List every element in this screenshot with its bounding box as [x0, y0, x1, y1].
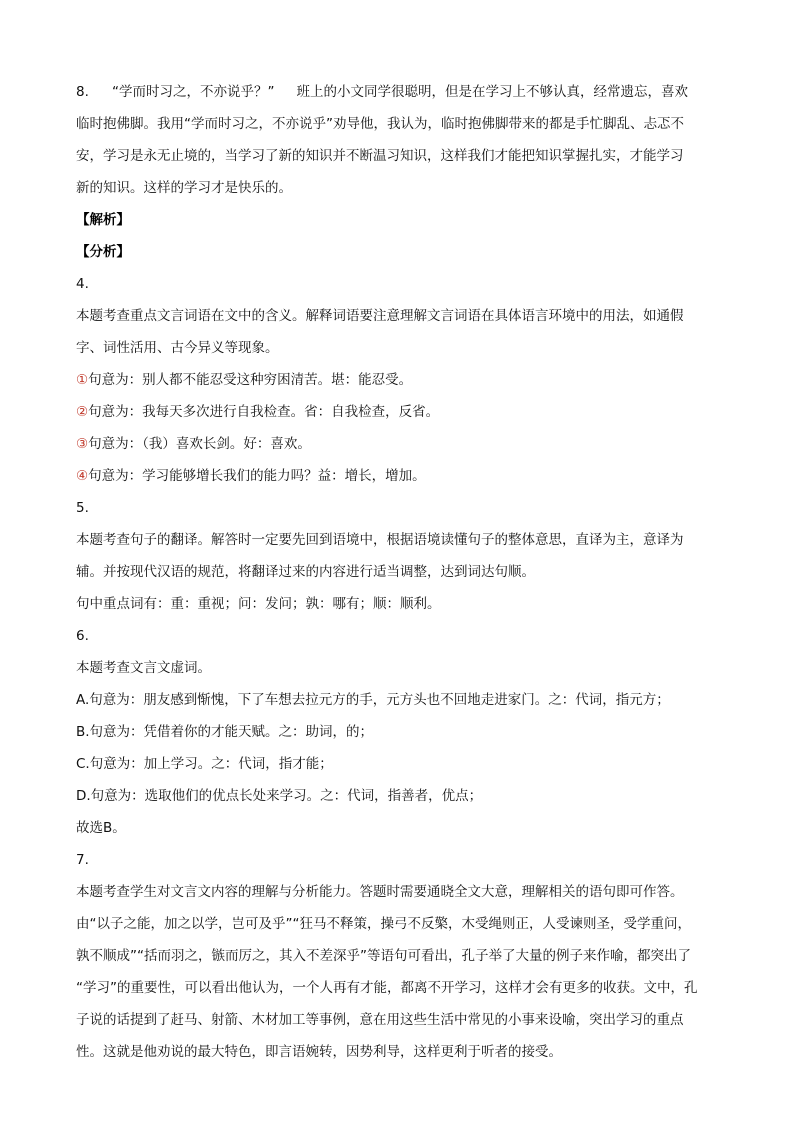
- q4-item-1-mark: ①: [76, 372, 89, 388]
- q6-option-a: A.句意为：朋友感到惭愧，下了车想去拉元方的手，元方头也不回地走进家门。之：代词，指元方；: [76, 692, 670, 708]
- q8-line-4: 新的知识。这样的学习才是快乐的。: [76, 180, 292, 196]
- q7-line-6: 性。这就是他劝说的最大特色，即言语婉转，因势利导，这样更利于听者的接受。: [76, 1044, 562, 1060]
- q4-item-3-text: 句意为：（我）喜欢长剑。好：喜欢。: [88, 436, 311, 452]
- q4-item-2-mark: ②: [76, 404, 89, 420]
- q8-quote: “学而时习之，不亦说乎？”: [112, 84, 275, 100]
- q5-number: 5.: [76, 500, 89, 516]
- q4-item-4: [76, 460, 716, 492]
- q4-intro-line-1: 本题考查重点文言词语在文中的含义。解释词语要注意理解文言词语在具体语言环境中的用法，如通假: [76, 308, 684, 324]
- q8-line-2: 临时抱佛脚。我用“学而时习之，不亦说乎”劝导他，我认为，临时抱佛脚带来的都是手忙脚乱、忐忑不: [76, 116, 684, 132]
- q4-item-2: [76, 396, 716, 428]
- q7-number: 7.: [76, 852, 89, 868]
- q6-option-c: C.句意为：加上学习。之：代词，指才能；: [76, 756, 333, 772]
- q5-line-1: 本题考查句子的翻译。解答时一定要先回到语境中，根据语境读懂句子的整体意思，直译为主，意译为: [76, 532, 684, 548]
- q7-line-1: 本题考查学生对文言文内容的理解与分析能力。答题时需要通晓全文大意，理解相关的语句即可作答。: [76, 884, 684, 900]
- q8-line-1: [76, 76, 716, 108]
- q7-line-5: 子说的话提到了赶马、射箭、木材加工等事例，意在用这些生活中常见的小事来设喻，突出学习的重点: [76, 1012, 684, 1028]
- fenxi-heading: 【分析】: [76, 244, 130, 260]
- q8-number: 8.: [76, 84, 89, 100]
- q6-number: 6.: [76, 628, 89, 644]
- q4-item-2-text: 句意为：我每天多次进行自我检查。省：自我检查，反省。: [88, 404, 440, 420]
- q4-item-4-text: 句意为：学习能够增长我们的能力吗？益：增长，增加。: [88, 468, 426, 484]
- q4-item-1-text: 句意为：别人都不能忍受这种穷困清苦。堪：能忍受。: [88, 372, 413, 388]
- q7-line-2: 由“以子之能，加之以学，岂可及乎”“狂马不释策，操弓不反檠，木受绳则正，人受谏则圣，受学重问，: [76, 916, 691, 932]
- q8-line-1-text: 班上的小文同学很聪明，但是在学习上不够认真，经常遗忘，喜欢: [296, 84, 688, 100]
- q6-option-b: B.句意为：凭借着你的才能天赋。之：助词，的；: [76, 724, 374, 740]
- q4-intro-line-2: 字、词性活用、古今异义等现象。: [76, 340, 279, 356]
- q6-intro: 本题考查文言文虚词。: [76, 660, 211, 676]
- q4-item-1: [76, 364, 716, 396]
- q5-line-2: 辅。并按现代汉语的规范，将翻译过来的内容进行适当调整，达到词达句顺。: [76, 564, 535, 580]
- q4-item-4-mark: ④: [76, 468, 89, 484]
- q6-answer: 故选B。: [76, 820, 126, 836]
- q8-line-3: 安，学习是永无止境的，当学习了新的知识并不断温习知识，这样我们才能把知识掌握扎实，才能学习: [76, 148, 684, 164]
- q4-item-3-mark: ③: [76, 436, 89, 452]
- jiexi-heading: 【解析】: [76, 212, 130, 228]
- q7-line-4: “学习”的重要性，可以看出他认为，一个人再有才能，都离不开学习，这样才会有更多的收获。文中，孔: [76, 980, 698, 996]
- answer-text-body: [76, 76, 716, 1068]
- q4-number: 4.: [76, 276, 89, 292]
- q5-line-3: 句中重点词有：重：重视；问：发问；孰：哪有；顺：顺利。: [76, 596, 441, 612]
- q6-option-d: D.句意为：选取他们的优点长处来学习。之：代词，指善者，优点；: [76, 788, 483, 804]
- q7-line-3: 孰不顺成”“括而羽之，镞而厉之，其入不差深乎”等语句可看出，孔子举了大量的例子来作喻，都突出了: [76, 948, 691, 964]
- q4-item-3: [76, 428, 716, 460]
